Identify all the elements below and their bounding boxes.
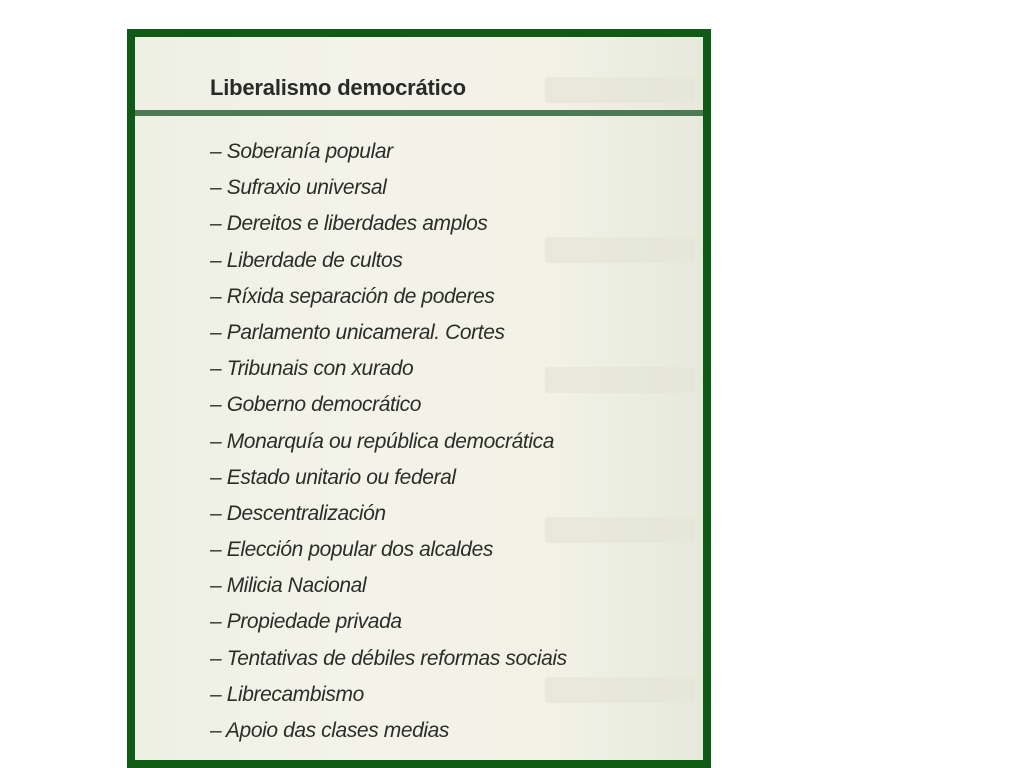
list-item: – Milicia Nacional — [210, 574, 367, 598]
list-item: – Tentativas de débiles reformas sociais — [210, 646, 567, 670]
bleed-through-mark — [545, 237, 695, 263]
list-item: – Ríxida separación de poderes — [210, 284, 495, 308]
list-item: – Liberdade de cultos — [210, 248, 403, 272]
list-item: – Dereitos e liberdades amplos — [210, 212, 488, 236]
list-item: – Apoio das clases medias — [210, 719, 450, 742]
list-item: – Goberno democrático — [210, 393, 422, 417]
list-item: – Sufraxio universal — [210, 176, 387, 200]
list-item: – Propiedade privada — [210, 610, 402, 634]
list-item: – Librecambismo — [210, 682, 364, 706]
document-panel — [127, 29, 711, 768]
feature-list — [210, 134, 567, 749]
bleed-through-mark — [545, 77, 695, 103]
bleed-through-mark — [545, 367, 695, 393]
list-item: – Parlamento unicameral. Cortes — [210, 320, 505, 344]
list-item: – Descentralización — [210, 501, 386, 525]
bleed-through-mark — [545, 517, 695, 543]
list-item: – Monarquía ou república democrática — [210, 429, 554, 453]
list-item: – Elección popular dos alcaldes — [210, 538, 493, 562]
section-heading: Liberalismo democrático — [210, 75, 466, 100]
list-item: – Soberanía popular — [210, 140, 393, 163]
bleed-through-mark — [545, 677, 695, 703]
heading-rule — [127, 110, 711, 116]
list-item: – Tribunais con xurado — [210, 357, 414, 381]
list-item: – Estado unitario ou federal — [210, 465, 456, 489]
